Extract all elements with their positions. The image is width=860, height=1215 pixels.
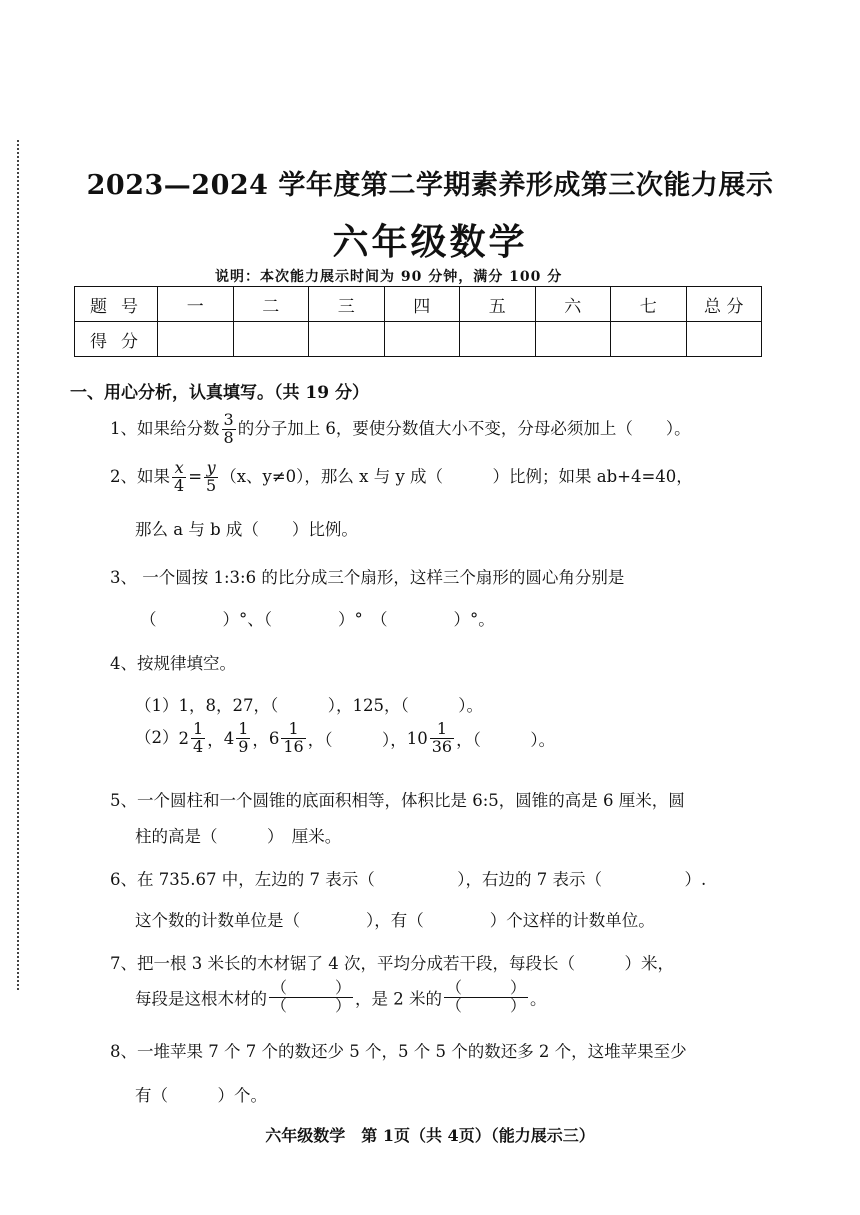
score-col-total: 总 分 (686, 287, 762, 322)
score-col-6: 六 (535, 287, 611, 322)
score-table-score-row (75, 322, 762, 357)
q4-m4-num: 1 (436, 719, 447, 738)
q2-f2-den: 5 (206, 475, 217, 495)
q7-line2-end: 。 (530, 989, 547, 1009)
score-cell[interactable] (535, 322, 611, 357)
question-5-line-2: 柱的高是（ ） 厘米。 (135, 827, 342, 846)
q1-text-pre: 1、如果给分数 (110, 418, 220, 438)
q4-mixed-3-frac (281, 721, 305, 756)
score-table-label-question: 题号 (75, 287, 158, 322)
question-5: 5、一个圆柱和一个圆锥的底面积相等，体积比是 6:5，圆锥的高是 6 厘米，圆 (110, 791, 685, 810)
score-table-header-row (75, 287, 762, 322)
q2-equals: = (188, 466, 203, 486)
q4-sub2-end: ，（ ）。 (456, 730, 556, 750)
question-6: 6、在 735.67 中，左边的 7 表示（ ），右边的 7 表示（ ）. (110, 870, 707, 889)
question-3-line-2: （ ）°、（ ）° （ ）°。 (140, 610, 495, 629)
exam-note: 说明：本次能力展示时间为 90 分钟，满分 100 分 (215, 269, 563, 285)
question-4: 4、按规律填空。 (110, 654, 236, 673)
score-table (74, 286, 762, 357)
question-8-line-2: 有（ ）个。 (135, 1086, 267, 1105)
q2-text-pre: 2、如果 (110, 466, 170, 486)
question-2 (110, 460, 693, 495)
q4-mixed-4-frac (430, 721, 454, 756)
score-table-label-score: 得分 (75, 322, 158, 357)
q7-line2-pre: 每段是这根木材的 (135, 989, 267, 1009)
score-cell[interactable] (611, 322, 687, 357)
score-cell[interactable] (309, 322, 385, 357)
score-cell[interactable] (460, 322, 536, 357)
q7-blank-fraction-2 (444, 980, 528, 1015)
q4-mixed-1-int: 2 (178, 728, 189, 748)
question-7: 7、把一根 3 米长的木材锯了 4 次，平均分成若干段，每段长（ ）米， (110, 954, 674, 973)
q4-m4-den: 36 (431, 736, 453, 756)
q7-blank-num-2[interactable]: （ ） (446, 978, 527, 997)
score-col-5: 五 (460, 287, 536, 322)
section-1-heading: 一、用心分析，认真填写。（共 19 分） (70, 383, 369, 403)
q7-blank-den-1[interactable]: （ ） (271, 995, 352, 1015)
q4-mixed-2-frac (236, 721, 250, 756)
question-2-line-2: 那么 a 与 b 成（ ）比例。 (135, 520, 358, 539)
q4-m3-den: 16 (283, 736, 304, 756)
exam-subject: 六年级数学 (332, 222, 528, 263)
q2-fraction-y (204, 460, 218, 495)
q2-text-post: （x、y≠0），那么 x 与 y 成（ ）比例；如果 ab+4=40， (220, 466, 693, 486)
score-cell[interactable] (233, 322, 309, 357)
q4-m2-num: 1 (238, 719, 249, 738)
q2-f2-num: y (206, 458, 216, 477)
q7-blank-num-1[interactable]: （ ） (271, 978, 352, 997)
score-col-1: 一 (158, 287, 234, 322)
score-col-3: 三 (309, 287, 385, 322)
score-cell[interactable] (384, 322, 460, 357)
q4-mixed-4-int: 10 (406, 728, 428, 748)
question-4-sub-2: （2）2 $\frac{1}{4}$ ，4 $\frac{1}{9}$ ，6 $\frac{1}{16}$ ，（ ），10 $\frac{1}{36}$ ，（ ）。 (135, 719, 556, 756)
score-cell[interactable] (158, 322, 234, 357)
q4-m3-num: 1 (288, 719, 299, 738)
q1-frac-num: 3 (223, 410, 234, 429)
q7-blank-fraction-1 (269, 980, 353, 1015)
q4-sub2-mid: ，（ ）， (307, 730, 407, 750)
score-col-4: 四 (384, 287, 460, 322)
q1-frac-den: 8 (223, 427, 234, 447)
q4-mixed-1-frac (191, 721, 205, 756)
question-1 (110, 412, 691, 447)
q2-f1-den: 4 (174, 475, 185, 495)
page-footer: 六年级数学 第 1页（共 4页）（能力展示三） (265, 1126, 595, 1145)
q2-fraction-x (172, 460, 186, 495)
q4-m1-den: 4 (193, 736, 204, 756)
question-7-line-2 (135, 980, 547, 1015)
q7-blank-den-2[interactable]: （ ） (446, 995, 527, 1015)
score-col-7: 七 (611, 287, 687, 322)
score-col-2: 二 (233, 287, 309, 322)
question-3: 3、 一个圆按 1:3:6 的比分成三个扇形，这样三个扇形的圆心角分别是 (110, 568, 625, 587)
q4-m1-num: 1 (193, 719, 204, 738)
q1-fraction (222, 412, 236, 447)
q1-text-post: 的分子加上 6，要使分数值大小不变，分母必须加上（ ）。 (237, 418, 691, 438)
exam-title: 2023—2024 学年度第二学期素养形成第三次能力展示 (86, 170, 774, 201)
q4-mixed-2-int: 4 (223, 728, 235, 748)
question-6-line-2: 这个数的计数单位是（ ），有（ ）个这样的计数单位。 (135, 911, 655, 930)
question-8: 8、一堆苹果 7 个 7 个的数还少 5 个，5 个 5 个的数还多 2 个，这堆苹果至少 (110, 1042, 687, 1061)
q4-mixed-3-int: 6 (268, 728, 280, 748)
q4-m2-den: 9 (238, 736, 249, 756)
q7-line2-mid: ，是 2 米的 (355, 989, 443, 1009)
binding-dotted-line (17, 140, 19, 990)
question-4-sub-1: （1）1，8，27，（ ），125，（ ）。 (135, 696, 483, 715)
q2-f1-num: x (174, 458, 184, 477)
q4-sub2-label: （2） (135, 727, 179, 747)
score-cell[interactable] (686, 322, 762, 357)
